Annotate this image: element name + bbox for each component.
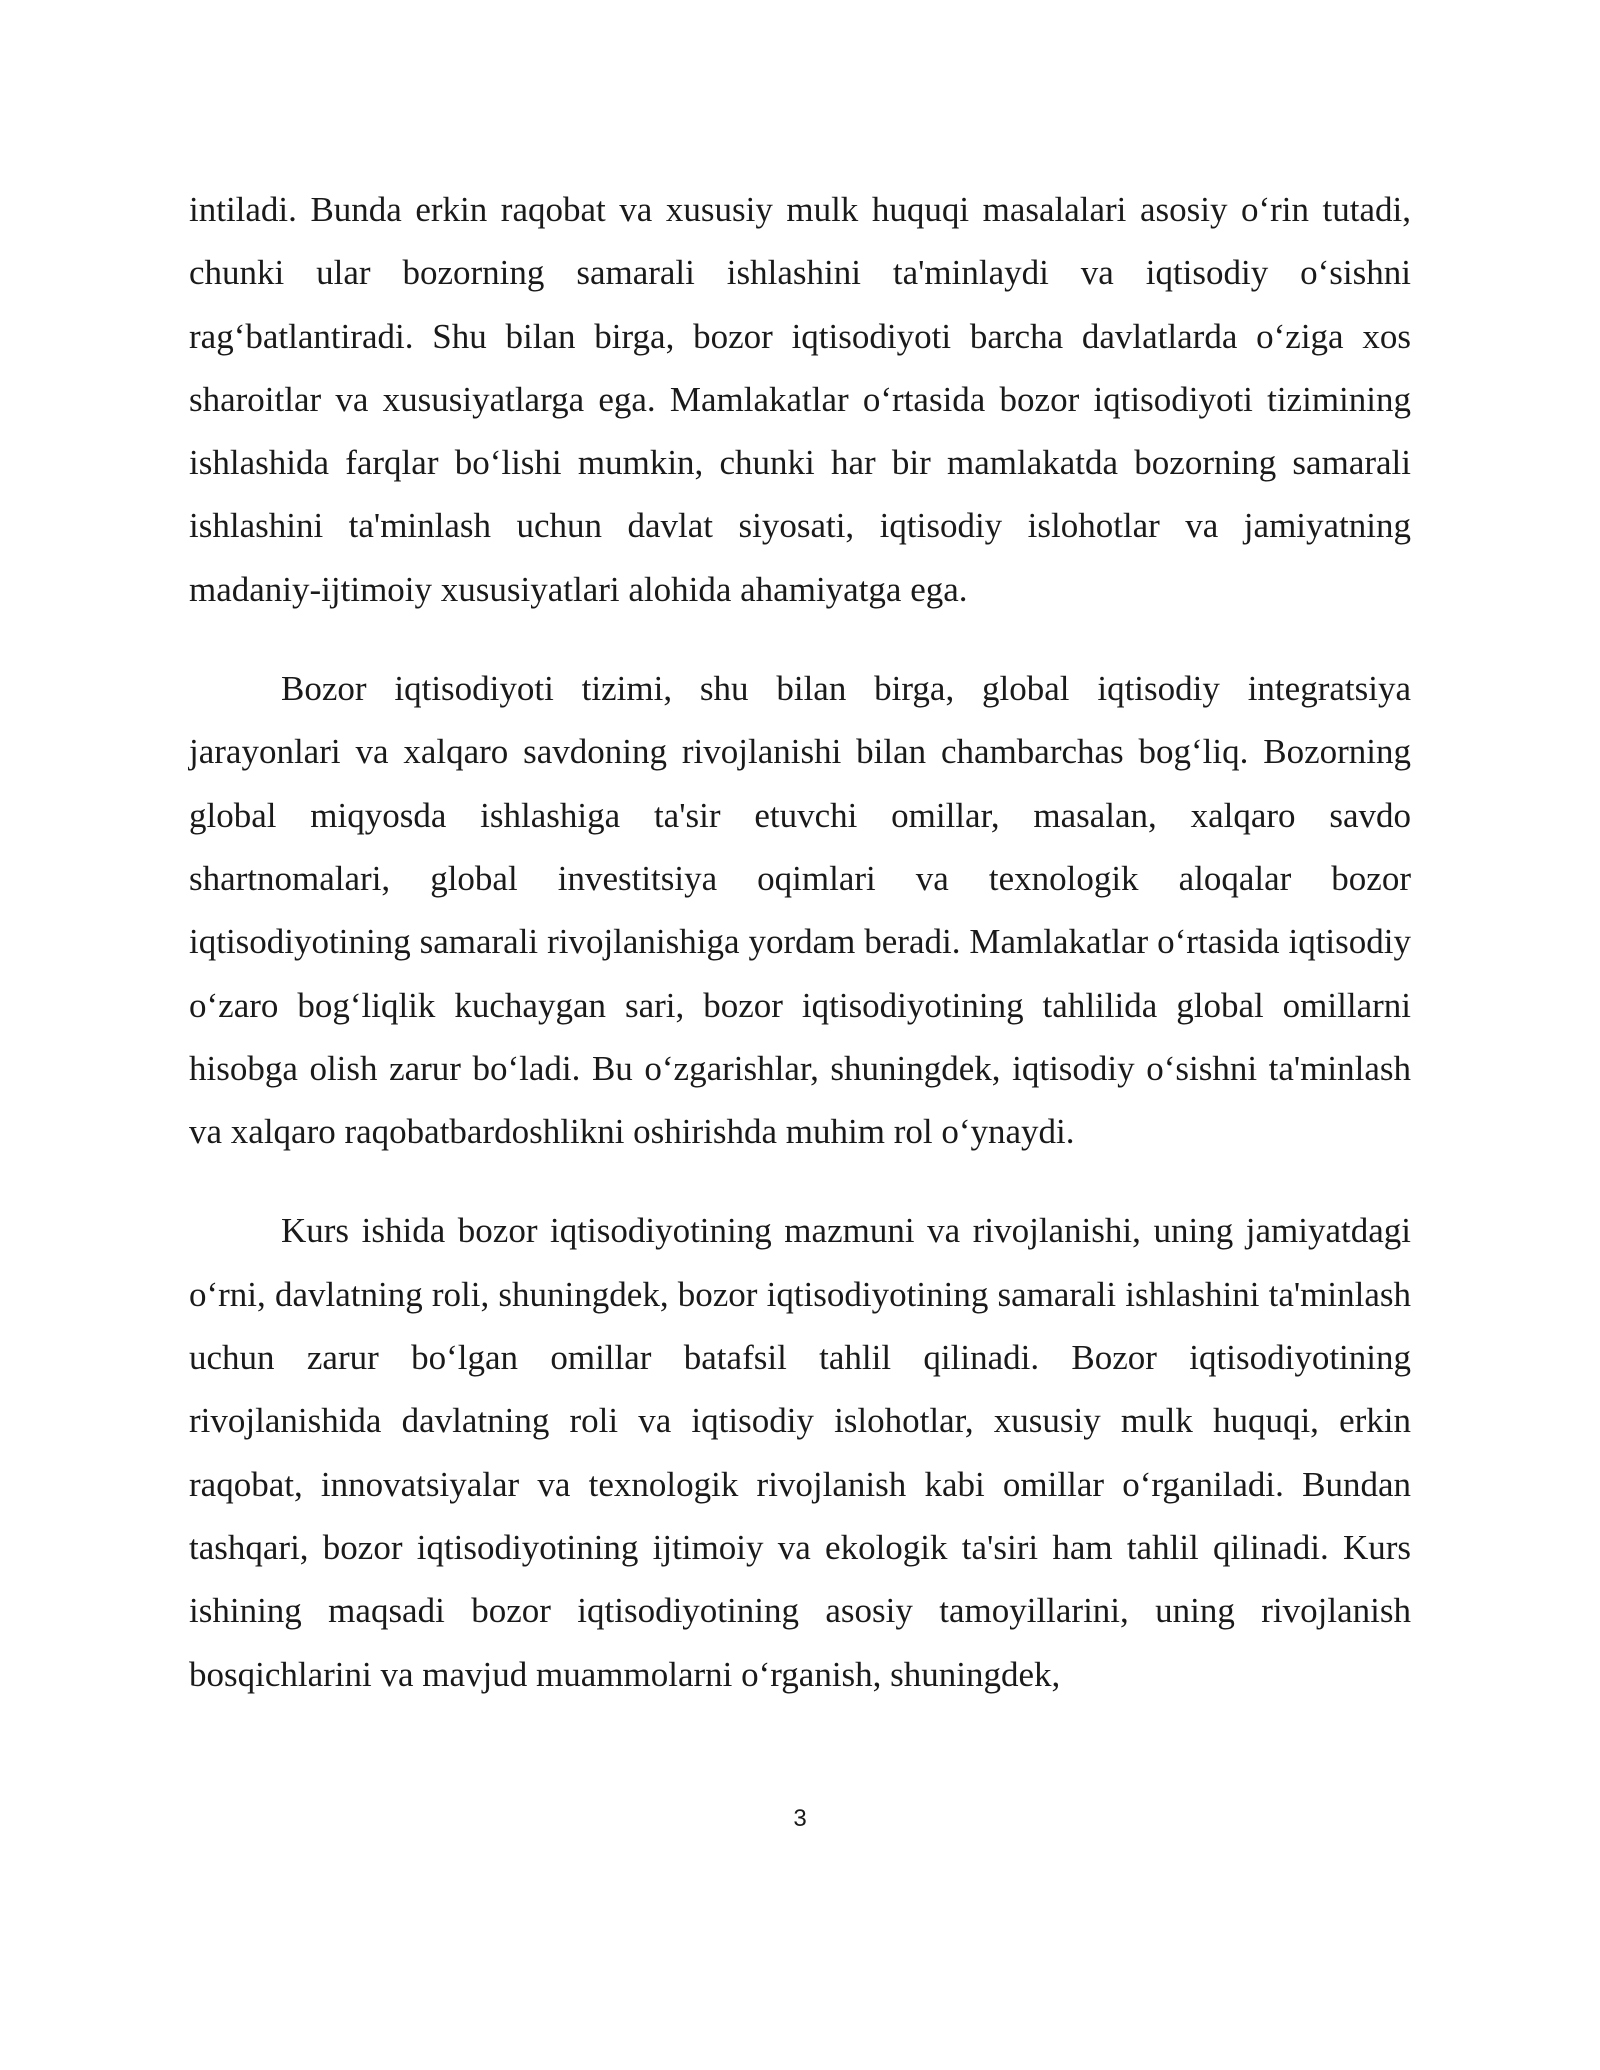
page-number: 3 bbox=[793, 1805, 807, 1832]
body-text bbox=[189, 178, 1411, 1706]
paragraph-global-integration: Bozor iqtisodiyoti tizimi, shu bilan birga, global iqtisodiy integratsiya jarayonlari va xalqaro savdoning rivojlanishi bilan chambarchas bog‘liq. Bozorning global miqyosda ishlashiga ta'sir etuvchi omillar, masalan, xalqaro savdo shartnomalari, global investitsiya oqimlari va texnologik aloqalar bozor iqtisodiyotining samarali rivojlanishiga yordam beradi. Mamlakatlar o‘rtasida iqtisodiy o‘zaro bog‘liqlik kuchaygan sari, bozor iqtisodiyotining tahlilida global omillarni hisobga olish zarur bo‘ladi. Bu o‘zgarishlar, shuningdek, iqtisodiy o‘sishni ta'minlash va xalqaro raqobatbardoshlikni oshirishda muhim rol o‘ynaydi. bbox=[189, 669, 1411, 1152]
paragraph-continued: intiladi. Bunda erkin raqobat va xususiy mulk huquqi masalalari asosiy o‘rin tutadi, chunki ular bozorning samarali ishlashini ta'minlaydi va iqtisodiy o‘sishni rag‘batlantiradi. Shu bilan birga, bozor iqtisodiyoti barcha davlatlarda o‘ziga xos sharoitlar va xususiyatlarga ega. Mamlakatlar o‘rtasida bozor iqtisodiyoti tizimining ishlashida farqlar bo‘lishi mumkin, chunki har bir mamlakatda bozorning samarali ishlashini ta'minlash uchun davlat siyosati, iqtisodiy islohotlar va jamiyatning madaniy-ijtimoiy xususiyatlari alohida ahamiyatga ega. bbox=[189, 190, 1411, 609]
paragraph-course-work: Kurs ishida bozor iqtisodiyotining mazmuni va rivojlanishi, uning jamiyatdagi o‘rni, davlatning roli, shuningdek, bozor iqtisodiyotining samarali ishlashini ta'minlash uchun zarur bo‘lgan omillar batafsil tahlil qilinadi. Bozor iqtisodiyotining rivojlanishida davlatning roli va iqtisodiy islohotlar, xususiy mulk huquqi, erkin raqobat, innovatsiyalar va texnologik rivojlanish kabi omillar o‘rganiladi. Bundan tashqari, bozor iqtisodiyotining ijtimoiy va ekologik ta'siri ham tahlil qilinadi. Kurs ishining maqsadi bozor iqtisodiyotining asosiy tamoyillarini, uning rivojlanish bosqichlarini va mavjud muammolarni o‘rganish, shuningdek, bbox=[189, 1211, 1411, 1694]
